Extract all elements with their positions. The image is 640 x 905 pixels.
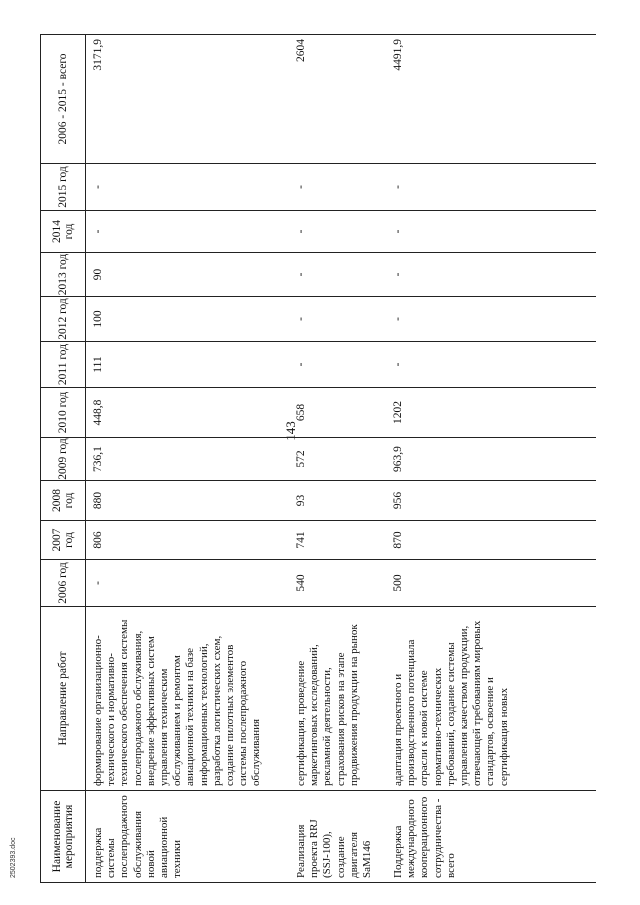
header-year-2012: 2012 год — [41, 297, 86, 342]
value-2011: - — [386, 342, 596, 388]
value-2010: 658 — [289, 388, 386, 438]
table-row — [289, 35, 386, 883]
header-year-2013: 2013 год — [41, 253, 86, 297]
value-2009: 736,1 — [86, 438, 290, 481]
footer-filename: 2502393.doc — [10, 837, 17, 878]
value-2014: - — [289, 211, 386, 253]
row-direction: формирование организационно-технического и нормативно-технического обеспечения системы послепродажного обслуживания, внедрение эффективных систем управления техническим обслуживанием и ремонтом авиационной техники на базе информационных технологий, разработка логистических схем, создание пилотных элементов системы послепродажного обслуживания — [86, 607, 290, 791]
value-2008: 93 — [289, 481, 386, 521]
value-2015: - — [386, 164, 596, 211]
value-2011: - — [289, 342, 386, 388]
value-2014: - — [386, 211, 596, 253]
row-direction: адаптация проектного и производственного потенциала отрасли к новой системе нормативно-технических требований, создание системы управления качеством продукции, отвечающей требованиям мировых стандартов, освоение и сертификация новых — [386, 607, 596, 791]
header-direction: Направление работ — [41, 607, 86, 791]
value-total: 2604 — [289, 35, 386, 164]
value-2008: 880 — [86, 481, 290, 521]
value-2007: 806 — [86, 521, 290, 560]
value-2007: 870 — [386, 521, 596, 560]
header-year-2009: 2009 год — [41, 438, 86, 481]
header-total: 2006 - 2015 - всего — [41, 35, 86, 164]
header-name: Наименование мероприятия — [41, 791, 86, 883]
value-2007: 741 — [289, 521, 386, 560]
value-2013: 90 — [86, 253, 290, 297]
header-year-2011: 2011 год — [41, 342, 86, 388]
value-2010: 1202 — [386, 388, 596, 438]
value-total: 4491,9 — [386, 35, 596, 164]
value-2006: 500 — [386, 560, 596, 607]
header-year-2008: 2008 год — [41, 481, 86, 521]
value-2008: 956 — [386, 481, 596, 521]
value-2012: 100 — [86, 297, 290, 342]
header-year-2010: 2010 год — [41, 388, 86, 438]
header-year-2007: 2007 год — [41, 521, 86, 560]
value-2015: - — [86, 164, 290, 211]
value-total: 3171,9 — [86, 35, 290, 164]
value-2012: - — [289, 297, 386, 342]
value-2011: 111 — [86, 342, 290, 388]
rotated-content — [40, 35, 575, 883]
value-2013: - — [386, 253, 596, 297]
row-name: Реализация проекта RRJ (SSJ-100), создание двигателя SaM146 — [289, 791, 386, 883]
value-2009: 572 — [289, 438, 386, 481]
table-header-row — [41, 35, 86, 883]
value-2013: - — [289, 253, 386, 297]
value-2009: 963,9 — [386, 438, 596, 481]
value-2010: 448,8 — [86, 388, 290, 438]
header-year-2006: 2006 год — [41, 560, 86, 607]
value-2006: 540 — [289, 560, 386, 607]
row-direction: сертификация, проведение маркетинговых исследований, рекламной деятельности, страхования рисков на этапе продвижения продукции на рынок — [289, 607, 386, 791]
table-row — [386, 35, 596, 883]
value-2012: - — [386, 297, 596, 342]
value-2014: - — [86, 211, 290, 253]
funding-table — [40, 34, 596, 883]
page-number: 143 — [283, 421, 298, 441]
row-name: Поддержка международного кооперационного сотрудничества - всего — [386, 791, 596, 883]
table-row — [86, 35, 290, 883]
row-name: поддержка системы послепродажного обслуживания новой авиационной техники — [86, 791, 290, 883]
header-year-2014: 2014 год — [41, 211, 86, 253]
header-year-2015: 2015 год — [41, 164, 86, 211]
value-2006: - — [86, 560, 290, 607]
value-2015: - — [289, 164, 386, 211]
